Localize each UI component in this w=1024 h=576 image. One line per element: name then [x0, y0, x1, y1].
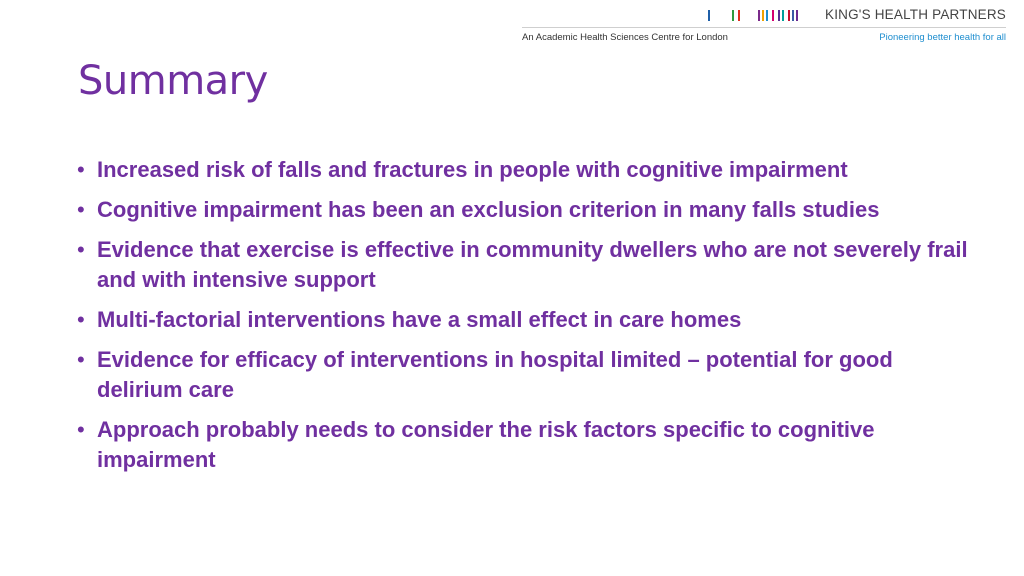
bullet-text: Cognitive impairment has been an exclusion criterion in many falls studies — [97, 197, 880, 222]
bullet-text: Increased risk of falls and fractures in people with cognitive impairment — [97, 157, 848, 182]
logo-bar — [772, 10, 774, 21]
bullet-text: Approach probably needs to consider the risk factors specific to cognitive impairment — [97, 417, 875, 472]
header-divider — [522, 27, 1006, 28]
logo-bar — [792, 10, 794, 21]
logo-bar — [738, 10, 740, 21]
bullet-text: Evidence that exercise is effective in community dwellers who are not severely frail and with intensive support — [97, 237, 968, 292]
bullet-item — [76, 195, 976, 225]
bullet-dot-icon: • — [77, 197, 85, 222]
logo-bar — [782, 10, 784, 21]
bullet-item — [76, 415, 976, 475]
bullet-dot-icon: • — [77, 417, 85, 442]
logo-bar — [778, 10, 780, 21]
bullet-text: Evidence for efficacy of interventions in hospital limited – potential for good delirium care — [97, 347, 893, 402]
bullet-text: Multi-factorial interventions have a small effect in care homes — [97, 307, 742, 332]
logo-bar — [766, 10, 768, 21]
bullet-dot-icon: • — [77, 157, 85, 182]
header-tagline: An Academic Health Sciences Centre for London — [522, 32, 728, 43]
bullet-item — [76, 235, 976, 295]
bullet-dot-icon: • — [77, 307, 85, 332]
logo-bar — [796, 10, 798, 21]
kings-health-partners-header — [522, 4, 1006, 46]
logo-bar — [732, 10, 734, 21]
bullet-dot-icon: • — [77, 347, 85, 372]
logo-bar — [762, 10, 764, 21]
bullet-item — [76, 305, 976, 335]
logo-bar — [758, 10, 760, 21]
header-slogan: Pioneering better health for all — [879, 32, 1006, 43]
logo-bar — [788, 10, 790, 21]
bullet-dot-icon: • — [77, 237, 85, 262]
brand-name: KING'S HEALTH PARTNERS — [824, 7, 1006, 22]
bullet-item — [76, 345, 976, 405]
slide-title: Summary — [78, 58, 268, 104]
bullet-item — [76, 155, 976, 185]
logo-bar — [708, 10, 710, 21]
summary-bullet-list — [76, 155, 976, 485]
